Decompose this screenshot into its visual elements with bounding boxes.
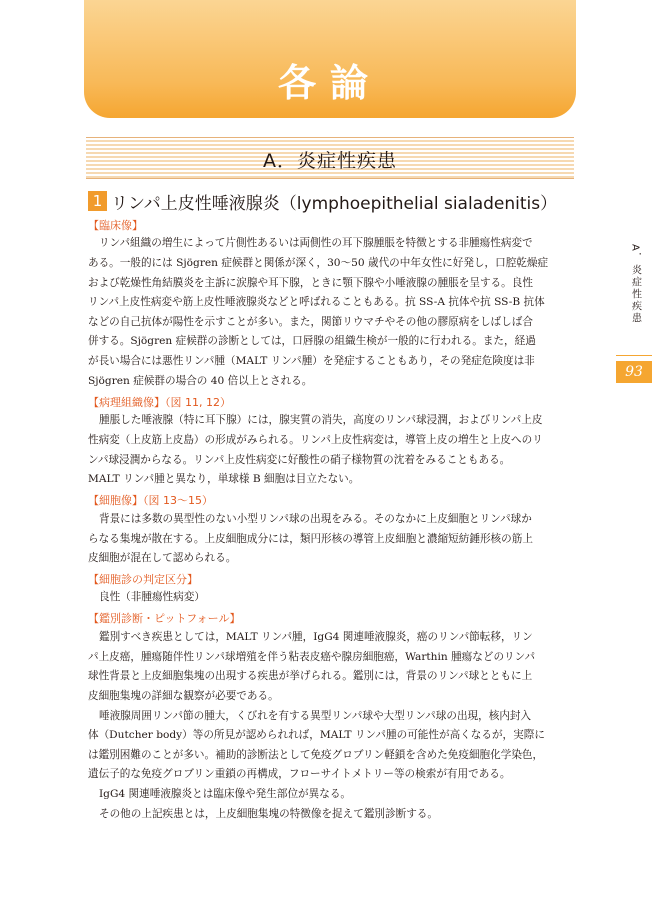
cytology-line: らなる集塊が散在する。上皮細胞成分には，類円形核の導管上皮細胞と濃縮短紡錘形核の筋上 [88, 533, 533, 545]
histology-tag: 【病理組織像】（図 11, 12） [88, 396, 231, 409]
cytology-line: 皮細胞が混在して認められる。 [88, 552, 237, 564]
cytology-tag: 【細胞像】（図 13〜15） [88, 494, 213, 507]
topic-heading [88, 190, 557, 212]
side-rule [616, 355, 652, 356]
clinical-line: リンパ組織の増生によって片側性あるいは両側性の耳下腺腫脹を特徴とする非腫瘍性病変で [99, 237, 533, 249]
section-title: A．炎症性疾患 [263, 150, 397, 172]
differential-line: 球性背景と上皮細胞集塊の出現する疾患が挙げられる。鑑別には，背景のリンパ球とともに上 [88, 670, 533, 682]
side-tab [624, 244, 646, 354]
differential-line: 皮細胞集塊の詳細な観察が必要である。 [88, 690, 279, 702]
clinical-line: 併する。Sjögren 症候群の診断としては，口唇腺の組織生検が一般的に行われる。また，経過 [88, 335, 536, 347]
clinical-tag: 【臨床像】 [88, 219, 143, 232]
side-tab-label: A．炎症性疾患 [629, 244, 641, 325]
differential-line: その他の上記疾患とは，上皮細胞集塊の特徴像を捉えて鑑別診断する。 [99, 808, 438, 820]
page-number: 93 [616, 361, 652, 383]
topic-number: 1 [88, 191, 107, 211]
section-heading [86, 137, 574, 179]
clinical-line: リンパ上皮性病変や筋上皮性唾液腺炎などと呼ばれることもある。抗 SS-A 抗体や抗 SS-B 抗体 [88, 296, 545, 308]
judgment-tag: 【細胞診の判定区分】 [88, 573, 198, 586]
chapter-title: 各論 [277, 61, 382, 105]
differential-line: は鑑別困難のことが多い。補助的診断法として免疫グロブリン軽鎖を含めた免疫細胞化学染色， [88, 749, 544, 761]
judgment-line: 良性（非腫瘍性病変） [99, 591, 205, 603]
clinical-line: ある。一般的には Sjögren 症候群と関係が深く，30〜50 歳代の中年女性に好発し，口腔乾燥症 [88, 257, 549, 269]
clinical-line: が長い場合には悪性リンパ腫（MALT リンパ腫）を発症することもあり，その発症危険度は非 [88, 355, 535, 367]
clinical-line: などの自己抗体が陽性を示すことが多い。また，関節リウマチやその他の膠原病をしばしば合 [88, 316, 533, 328]
histology-line: 腫脹した唾液腺（特に耳下腺）には，腺実質の消失，高度のリンパ球浸潤，およびリンパ上皮 [99, 414, 543, 426]
histology-line: MALT リンパ腫と異なり，単球様 B 細胞は目立たない。 [88, 473, 360, 485]
clinical-line: Sjögren 症候群の場合の 40 倍以上とされる。 [88, 375, 313, 387]
differential-tag: 【鑑別診断・ピットフォール】 [88, 612, 241, 625]
differential-line: パ上皮癌，腫瘍随伴性リンパ球増殖を伴う粘表皮癌や腺房細胞癌，Warthin 腫瘍などのリンパ [88, 651, 536, 663]
differential-line: 遺伝子的な免疫グロブリン重鎖の再構成，フローサイトメトリー等の検索が有用である。 [88, 768, 511, 780]
topic-title: リンパ上皮性唾液腺炎（lymphoepithelial sialadenitis） [111, 193, 558, 214]
differential-line: 唾液腺周囲リンパ節の腫大，くびれを有する異型リンパ球や大型リンパ球の出現，核内封入 [99, 710, 532, 722]
clinical-line: および乾燥性角結膜炎を主訴に涙腺や耳下腺，ときに顎下腺や小唾液腺の腫脹を呈する。良性 [88, 277, 533, 289]
differential-line: 鑑別すべき疾患としては，MALT リンパ腫，IgG4 関連唾液腺炎，癌のリンパ節転移，リン [99, 631, 533, 643]
differential-line: 体（Dutcher body）等の所見が認められれば，MALT リンパ腫の可能性が高くなるが，実際に [88, 729, 545, 741]
differential-line: IgG4 関連唾液腺炎とは臨床像や発生部位が異なる。 [99, 788, 352, 800]
histology-line: 性病変（上皮筋上皮島）の形成がみられる。リンパ上皮性病変は，導管上皮の増生と上皮へのリ [88, 434, 543, 446]
histology-line: ンパ球浸潤からなる。リンパ上皮性病変に好酸性の硝子様物質の沈着をみることもある。 [88, 454, 511, 466]
cytology-line: 背景には多数の異型性のない小型リンパ球の出現をみる。そのなかに上皮細胞とリンパ球か [99, 513, 532, 525]
